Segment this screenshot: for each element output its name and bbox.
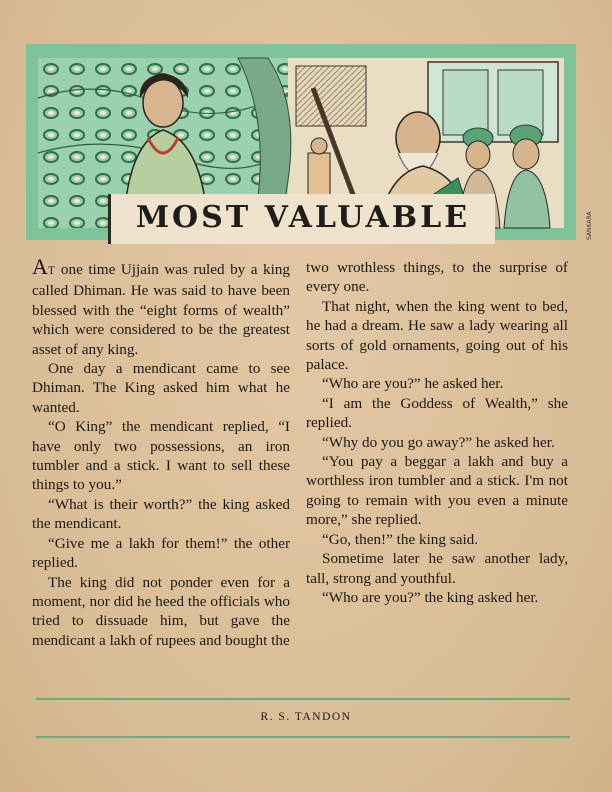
drop-cap: A [32,254,48,279]
paragraph: “Who are you?” he asked her. [322,375,504,393]
paragraph [32,254,290,359]
paragraph: That night, when the king went to bed, he had a dream. He saw a lady wearing all sorts of gold ornaments, going out of his palace. [306,297,568,374]
top-divider [36,698,570,700]
paragraph: “I am the Goddess of Wealth,” she replied. [306,394,568,432]
left-column [32,254,290,650]
paragraph-text: one time Ujjain was ruled by a king called Dhiman. He was said to have been blessed with the “eight forms of wealth” which were considered to be the greatest asset of any king. [32,261,290,358]
paragraph: “Go, then!” the king said. [322,530,479,548]
paragraph: “Who are you?” the king asked her. [322,588,539,606]
paragraph: Sometime later he saw another lady, tall, strong and youthful. [306,550,568,587]
paragraph: “Why do you go away?” he asked her. [322,433,555,451]
paragraph: two wrothless things, to the surprise of every one. [306,259,568,296]
artist-signature: SANKARA [586,211,593,240]
author-byline: R. S. TANDON [260,711,352,723]
bottom-divider [36,736,570,738]
paragraph: “What is their worth?” the king asked the mendicant. [32,495,290,533]
story-title: MOST VALUABLE [135,200,471,235]
paragraph: “Give me a lakh for them!” the other replied. [32,534,290,572]
paragraph: One day a mendicant came to see Dhiman. The King asked him what he wanted. [32,360,290,416]
paragraph: “You pay a beggar a lakh and buy a worthless iron tumbler and a stick. I'm not going to remain with you even a minute more,” she replied. [306,453,568,529]
opening-smallcaps: T [47,265,56,277]
right-column [306,258,568,607]
paragraph: The king did not ponder even for a moment, nor did he heed the officials who tried to dissuade him, but gave the mendicant a lakh of rupees and bought the [32,573,290,649]
title-box [108,194,495,244]
paragraph: “O King” the mendicant replied, “I have only two possessions, an iron tumbler and a stick. I want to sell these things to you.” [32,418,290,494]
